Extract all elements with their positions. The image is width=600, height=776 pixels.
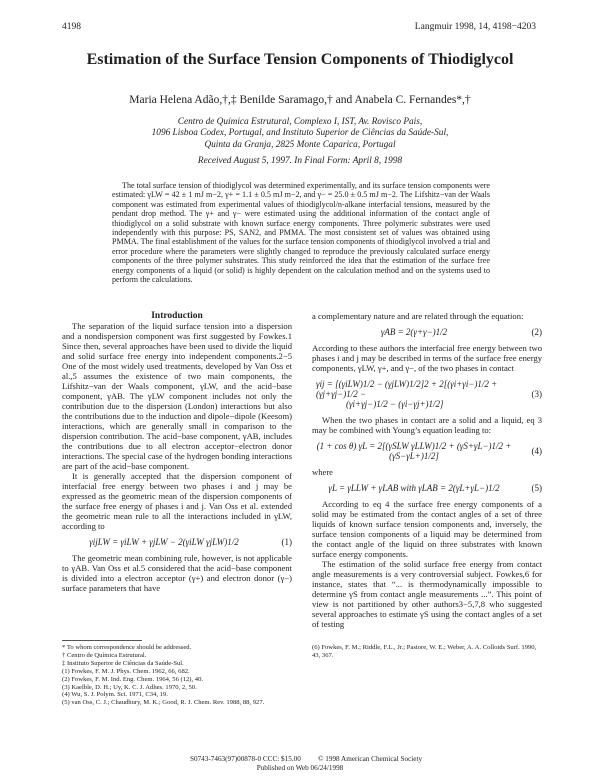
- equation-body: (1 + cos θ) γL = 2[(γSLW γLLW)1/2 + (γS+γL−)1/2 + (γS−γL+)1/2]: [316, 441, 512, 461]
- paragraph: According to these authors the interfacial free energy between two phases i and j may be described in terms of the surface free energy components, γLW, γ+, and γ−, of the two phases in contact: [312, 343, 542, 373]
- equation-4: [312, 441, 542, 461]
- paragraph: a complementary nature and are related through the equation:: [312, 311, 524, 321]
- paragraph: The separation of the liquid surface tension into a dispersion and a nondispersion component was first suggested by Fowkes.1 Since then, several approaches have been used to divide the liquid and solid surface free energy into independent components.2−5 One of the most widely used treatments, developed by Van Oss et al.,5 assumes the existence of two main components, the Lifshitz−van der Waals component, γLW, and the acid−base component, γAB. The γLW component includes not only the contribution due to the dispersion (London) interactions but also the contributions due to the induction and dipole−dipole (Keesom) interactions, which are generally small in comparison to the dispersion contribution. The acid−base component, γAB, includes the contributions due to all electron acceptor−electron donor interactions. The special case of the hydrogen bonding interactions are part of the acid−base component.: [62, 321, 292, 471]
- paragraph: The estimation of the solid surface free energy from contact angle measurements is a very controversial subject. Fowkes,6 for instance, states that “... is thermodynamically impossible to determine γS from contact angle measurements ...”. This point of view is not partitioned by other authors3−5,7,8 who suggested several approaches to estimate γS using the contact angles of a set of testing: [312, 559, 542, 629]
- equation-number: (1): [281, 537, 292, 547]
- footnotes-left: [62, 644, 294, 707]
- left-column: [62, 311, 292, 593]
- paragraph: The geometric mean combining rule, however, is not applicable to γAB. Van Oss et al.5 considered that the acid−base component is divided into a electron acceptor (γ+) and electron donor (γ−) surface parameters that have: [62, 553, 292, 593]
- page-number: 4198: [62, 22, 81, 32]
- abstract: The total surface tension of thiodiglycol was determined experimentally, and its surface tension components were estimated: γLW = 42 ± 1 mJ m−2, γ+ = 1.1 ± 0.5 mJ m−2, and γ− = 25.0 ± 0.5 mJ m−2. The Lifshitz−van der Waals component was estimated from experimental values of thiodiglycol/n-alkane interfacial tensions, measured by the pendant drop method. The γ+ and γ− were estimated using the additional information of the contact angle of thiodiglycol on a solid substrate with known surface energy components. Three polymeric substrates were used independently with this purpose: PS, SAN2, and PMMA. The most consistent set of values was obtained using PMMA. The final establishment of the values for the surface tension components of thiodiglycol involved a trial and error procedure where the parameters were slightly changed to reproduce the previously calculated surface energy components of the three polymer substrates. This study reinforced the idea that the estimation of the surface free energy components of a liquid (or solid) is highly dependent on the calculation method and on the systems used to perform the calculations.: [112, 181, 490, 285]
- doi-code: S0743-7463(97)00878-0 CCC: $15.00: [190, 755, 301, 763]
- footnote: (1) Fowkes, F. M. J. Phys. Chem. 1962, 66, 682.: [62, 667, 190, 675]
- where-label: where: [312, 467, 333, 477]
- equation-number: (4): [531, 446, 542, 456]
- affiliation: [60, 117, 540, 151]
- equation-line: γij = [(γiLW)1/2 − (γjLW)1/2]2 + 2[(γi+γi−)1/2 + (γj+γj−)1/2 −: [316, 379, 498, 399]
- equation-body: γAB = 2(γ+γ−)1/2: [380, 327, 448, 337]
- equation-body: γL = γLLW + γLAB with γLAB = 2(γL+γL−)1/2: [328, 483, 500, 493]
- copyright: © 1998 American Chemical Society: [318, 755, 423, 763]
- footnote: * To whom correspondence should be addressed.: [62, 644, 192, 651]
- footnote: (3) Kaelble, D. H.; Uy, K. C. J. Adhes. 1970, 2, 50.: [62, 683, 197, 691]
- paragraph: It is generally accepted that the dispersion component of interfacial free energy between two phases i and j may be expressed as the geometric mean of the dispersion components of the surface free energy of phases i and j. Van Oss et al. extended the geometric mean rule to all the interactions included in γLW, according to: [62, 471, 292, 531]
- published-date: Published on Web 06/24/1998: [256, 764, 344, 772]
- footnote-rule: [62, 640, 142, 641]
- equation-number: (2): [531, 327, 542, 337]
- right-column: [312, 311, 542, 629]
- affiliation-line: Centro de Química Estrutural, Complexo I, IST, Av. Rovisco Pais,: [177, 117, 423, 127]
- equation-number: (5): [531, 483, 542, 493]
- footnote: (5) van Oss, C. J.; Chaudhury, M. K.; Good, R. J. Chem. Rev. 1988, 88, 927.: [62, 699, 265, 707]
- received-dates: Received August 5, 1997. In Final Form: April 8, 1998: [197, 156, 403, 166]
- equation-body: [312, 379, 516, 409]
- paper-title: Estimation of the Surface Tension Components of Thiodiglycol: [86, 51, 514, 68]
- equation-1: [62, 537, 292, 547]
- footnote: (4) Wu, S. J. Polym. Sci. 1971, C34, 19.: [62, 691, 168, 699]
- footnote: ‡ Instituto Superior de Ciências da Saúde-Sul.: [62, 659, 184, 667]
- equation-5: [312, 483, 542, 493]
- footnotes-right: [312, 644, 544, 660]
- affiliation-line: 1096 Lisboa Codex, Portugal, and Instituto Superior de Ciências da Saúde-Sul,: [151, 128, 449, 139]
- author-list: Maria Helena Adão,†,‡ Benilde Saramago,† and Anabela C. Fernandes*,†: [129, 94, 471, 106]
- equation-3: [312, 379, 542, 409]
- equation-2: [312, 327, 542, 337]
- paragraph: According to eq 4 the surface free energy components of a solid may be estimated from the contact angles of a set of three liquids of known surface tension components and, inversely, the surface tension components of a liquid may be determined from the contact angle of the liquid on three substrates with known surface energy components.: [312, 499, 542, 559]
- paragraph: When the two phases in contact are a solid and a liquid, eq 3 may be combined with Young’s equation leading to:: [312, 415, 542, 435]
- section-title-introduction: Introduction: [151, 311, 203, 321]
- footnote: (2) Fowkes, F. M. Ind. Eng. Chem. 1964, 56 (12), 40.: [62, 675, 204, 683]
- journal-header: Langmuir 1998, 14, 4198−4203: [414, 22, 536, 32]
- footnote: † Centro de Química Estrutural.: [62, 651, 147, 659]
- affiliation-line: Quinta da Granja, 2825 Monte Caparica, Portugal: [204, 139, 396, 150]
- equation-body: γijLW = γiLW + γjLW − 2(γiLW γjLW)1/2: [89, 537, 239, 547]
- footnote: (6) Fowkes, F. M.; Riddle, F.L., Jr.; Pastore, W. E.; Weber, A. A. Colloids Surf. 1990, 43, 367.: [312, 644, 537, 659]
- equation-number: (3): [531, 389, 542, 399]
- equation-line: (γi+γj−)1/2 − (γi−γj+)1/2]: [346, 399, 444, 409]
